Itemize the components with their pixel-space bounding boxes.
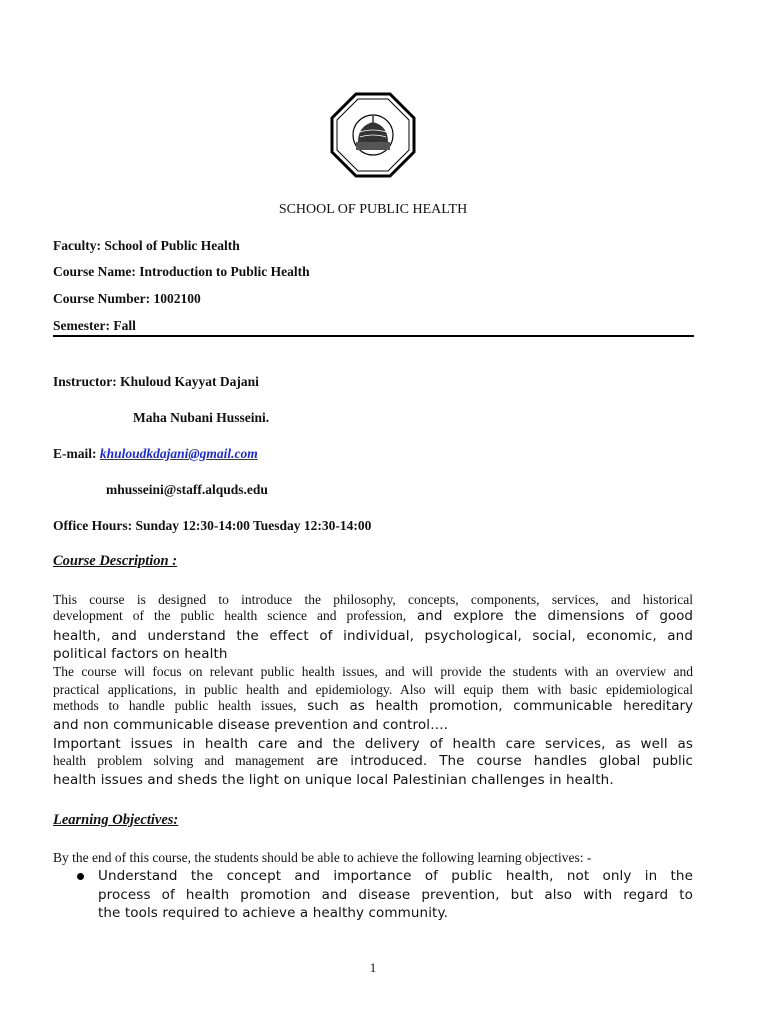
faculty-line: Faculty: School of Public Health xyxy=(53,238,240,253)
description-line-10 xyxy=(53,753,693,769)
objective-1-line-3: the tools required to achieve a healthy community. xyxy=(98,905,449,921)
description-line-7 xyxy=(53,698,693,714)
objective-1-line-1: Understand the concept and importance of public health, not only in the xyxy=(98,868,693,884)
description-line-10-sans: are introduced. The course handles global public xyxy=(304,753,693,769)
email-link[interactable]: khuloudkdajani@gmail.com xyxy=(99,446,258,461)
university-logo xyxy=(330,92,416,178)
description-line-2-serif: development of the public health science and profession, xyxy=(53,608,407,623)
description-line-3: health, and understand the effect of individual, psychological, social, economic, and xyxy=(53,628,693,644)
email-label: E-mail: xyxy=(53,446,97,461)
school-title: SCHOOL OF PUBLIC HEALTH xyxy=(278,202,468,217)
learning-objectives-heading: Learning Objectives: xyxy=(53,812,179,828)
description-line-10-serif: health problem solving and management xyxy=(53,753,305,768)
objectives-intro: By the end of this course, the students should be able to achieve the following learning objectives: - xyxy=(53,850,592,865)
description-line-2-sans: and explore the dimensions of good xyxy=(406,608,693,624)
email-secondary: mhusseini@staff.alquds.edu xyxy=(106,482,268,497)
description-line-4: political factors on health xyxy=(53,646,228,662)
description-line-8: and non communicable disease prevention and control…. xyxy=(53,717,449,733)
co-instructor-line: Maha Nubani Husseini. xyxy=(133,410,270,425)
description-line-5: The course will focus on relevant public health issues, and will provide the students with an overview and xyxy=(53,664,693,679)
course-name-line: Course Name: Introduction to Public Health xyxy=(53,264,310,279)
instructor-line: Instructor: Khuloud Kayyat Dajani xyxy=(53,374,259,389)
description-line-1: This course is designed to introduce the philosophy, concepts, components, services, and historical xyxy=(53,592,693,607)
al-quds-seal-icon xyxy=(330,92,416,178)
description-line-6: practical applications, in public health and epidemiology. Also will equip them with basic epidemiological xyxy=(53,682,693,697)
description-line-2 xyxy=(53,608,693,624)
objective-1-line-2: process of health promotion and disease prevention, but also with regard to xyxy=(98,887,693,903)
bullet-icon xyxy=(77,873,84,880)
description-line-7-serif: methods to handle public health issues, xyxy=(53,698,297,713)
course-description-heading: Course Description : xyxy=(53,553,178,569)
semester-line: Semester: Fall xyxy=(53,318,136,333)
description-line-9: Important issues in health care and the delivery of health care services, as well as xyxy=(53,736,693,752)
page-number: 1 xyxy=(369,960,377,975)
email-row xyxy=(53,446,258,462)
office-hours-line: Office Hours: Sunday 12:30-14:00 Tuesday 12:30-14:00 xyxy=(53,518,372,533)
course-number-line: Course Number: 1002100 xyxy=(53,291,201,306)
description-line-11: health issues and sheds the light on unique local Palestinian challenges in health. xyxy=(53,772,614,788)
horizontal-rule xyxy=(53,335,694,337)
description-line-7-sans: such as health promotion, communicable hereditary xyxy=(296,698,694,714)
